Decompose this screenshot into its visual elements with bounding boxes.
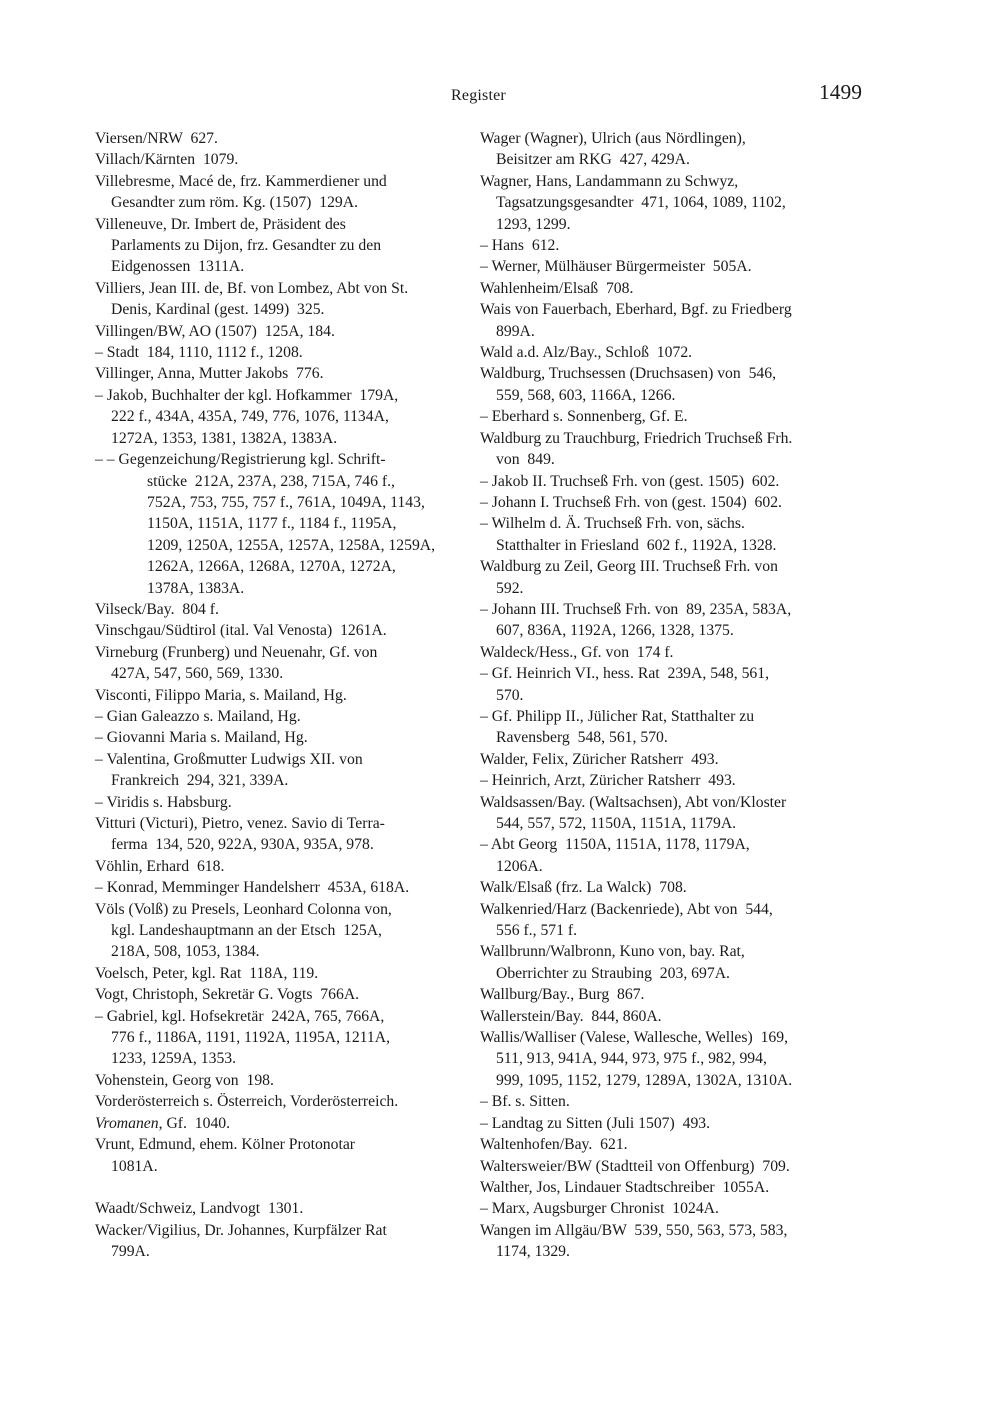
entry-line: – Gian Galeazzo s. Mailand, Hg. [95,707,301,725]
running-header-title: Register [451,87,506,104]
entry-line: Wais von Fauerbach, Eberhard, Bgf. zu Friedberg [480,301,792,319]
entry-line: stücke 212A, 237A, 238, 715A, 746 f., [147,472,395,490]
index-entry [480,834,862,877]
entry-line: 218A, 508, 1053, 1384. [111,943,260,961]
entry-line: 1272A, 1353, 1381, 1382A, 1383A. [111,429,338,447]
entry-line: – Abt Georg 1150A, 1151A, 1178, 1179A, [480,836,750,854]
entry-line: Wallburg/Bay., Burg 867. [480,986,645,1004]
index-entry [480,749,862,770]
index-entry [480,406,862,427]
entry-line: Waltenhofen/Bay. 621. [480,1136,628,1154]
entry-line: – Stadt 184, 1110, 1112 f., 1208. [95,344,303,362]
entry-line: Waldburg, Truchsessen (Druchsasen) von 546, [480,365,777,383]
entry-line: Walkenried/Harz (Backenriede), Abt von 544, [480,900,773,918]
index-entry [95,856,461,877]
entry-line: Waldburg zu Trauchburg, Friedrich Truchseß Frh. [480,429,793,447]
entry-line: 592. [496,579,524,597]
index-entry [480,770,862,791]
entry-line: Waldburg zu Zeil, Georg III. Truchseß Frh. von [480,558,778,576]
index-entry [480,1027,862,1091]
entry-line: 427A, 547, 560, 569, 1330. [111,665,284,683]
index-entry [480,278,862,299]
index-column-left [95,128,461,1263]
index-entry [480,1198,862,1219]
entry-line: Wald a.d. Alz/Bay., Schloß 1072. [480,344,693,362]
entry-line: – Jakob, Buchhalter der kgl. Hofkammer 179A, [95,386,399,404]
entry-line: Ravensberg 548, 561, 570. [496,729,668,747]
index-entry [480,299,862,342]
entry-line: Vitturi (Victuri), Pietro, venez. Savio di Terra- [95,815,385,832]
entry-line: Parlaments zu Dijon, frz. Gesandter zu den [111,237,382,255]
entry-line: Vorderösterreich s. Österreich, Vorderösterreich. [95,1093,399,1111]
entry-line: Viersen/NRW 627. [95,130,218,147]
index-entry [95,128,461,149]
entry-line: Vilseck/Bay. 804 f. [95,600,219,618]
index-entry [95,1220,461,1263]
index-entry [480,556,862,599]
index-entry [480,128,862,171]
index-entry [95,877,461,898]
entry-text: , Gf. 1040. [158,1114,231,1132]
index-entry [480,1113,862,1134]
entry-line: Vogt, Christoph, Sekretär G. Vogts 766A. [95,986,360,1004]
index-entry [480,877,862,898]
index-entry [95,342,461,363]
entry-line: 1174, 1329. [496,1243,570,1261]
index-entry [95,792,461,813]
entry-lemma-italic: Vromanen [95,1114,159,1132]
entry-line: – Johann III. Truchseß Frh. von 89, 235A, 583A, [480,600,792,618]
entry-line: 1206A. [496,857,543,875]
entry-line: Walk/Elsaß (frz. La Walck) 708. [480,879,687,897]
index-entry [95,685,461,706]
index-entry [480,342,862,363]
entry-line: Tagsatzungsgesandter 471, 1064, 1089, 1102, [496,194,786,212]
entry-line: – Gabriel, kgl. Hofsekretär 242A, 765, 766A, [95,1007,385,1025]
entry-line: Eidgenossen 1311A. [111,258,245,276]
index-column-right [480,128,862,1263]
entry-line: Wager (Wagner), Ulrich (aus Nördlingen), [480,130,746,147]
index-entry [95,1198,461,1219]
index-entry [480,642,862,663]
index-entry [480,941,862,984]
index-entry [95,171,461,214]
index-entry [95,1134,461,1177]
entry-line: Vrunt, Edmund, ehem. Kölner Protonotar [95,1136,356,1154]
index-entry [95,1091,461,1112]
page-number: 1499 [819,80,862,104]
index-entry [480,428,862,471]
entry-line: – Gf. Philipp II., Jülicher Rat, Statthalter zu [480,707,755,725]
index-entry [95,749,461,792]
entry-line: Vohenstein, Georg von 198. [95,1071,274,1089]
index-entry [95,385,461,449]
index-entry [95,813,461,856]
index-entry [95,620,461,641]
index-entry [95,149,461,170]
entry-line: Vinschgau/Südtirol (ital. Val Venosta) 1261A. [95,622,387,640]
index-entry [95,363,461,384]
entry-line: Villiers, Jean III. de, Bf. von Lombez, Abt von St. [95,279,409,297]
index-entry [95,706,461,727]
entry-line: 1378A, 1383A. [147,579,245,597]
entry-line: Voelsch, Peter, kgl. Rat 118A, 119. [95,964,319,982]
entry-line: – Landtag zu Sitten (Juli 1507) 493. [480,1114,711,1132]
entry-line: 511, 913, 941A, 944, 973, 975 f., 982, 994, [496,1050,767,1068]
entry-line: – Werner, Mülhäuser Bürgermeister 505A. [480,258,752,276]
entry-line: – – Gegenzeichung/Registrierung kgl. Schrift- [95,451,386,469]
index-entry [480,792,862,835]
index-entry [95,899,461,963]
entry-line: Wagner, Hans, Landammann zu Schwyz, [480,172,739,190]
entry-line: Waldsassen/Bay. (Waltsachsen), Abt von/Kloster [480,793,787,811]
entry-line: – Jakob II. Truchseß Frh. von (gest. 1505) 602. [480,472,780,490]
entry-line: Villeneuve, Dr. Imbert de, Präsident des [95,215,346,233]
index-entry [480,363,862,406]
entry-line: 1293, 1299. [496,215,571,233]
index-entry [480,1134,862,1155]
entry-line: – Heinrich, Arzt, Züricher Ratsherr 493. [480,772,736,790]
entry-line: – Hans 612. [480,237,560,255]
entry-line: Waadt/Schweiz, Landvogt 1301. [95,1200,304,1218]
entry-line: 799A. [111,1243,150,1261]
entry-line: Villach/Kärnten 1079. [95,151,239,169]
index-entry [95,963,461,984]
entry-line: Virneburg (Frunberg) und Neuenahr, Gf. von [95,643,378,661]
index-entry [480,1220,862,1263]
entry-line: 570. [496,686,524,704]
index-entry [480,1091,862,1112]
index-entry [95,1070,461,1091]
entry-line: Villinger, Anna, Mutter Jakobs 776. [95,365,324,383]
index-entry [95,599,461,620]
index-entry [480,1177,862,1198]
entry-line: 999, 1095, 1152, 1279, 1289A, 1302A, 1310A. [496,1071,793,1089]
entry-line: – Bf. s. Sitten. [480,1093,570,1111]
index-entry [95,984,461,1005]
entry-line: – Gf. Heinrich VI., hess. Rat 239A, 548, 561, [480,665,770,683]
page-header [95,80,862,110]
index-entry [95,1113,461,1134]
entry-line: Wallbrunn/Walbronn, Kuno von, bay. Rat, [480,943,745,961]
entry-line: – Giovanni Maria s. Mailand, Hg. [95,729,308,747]
entry-line: Beisitzer am RKG 427, 429A. [496,151,690,169]
entry-line: 1233, 1259A, 1353. [111,1050,237,1068]
entry-line: Waltersweier/BW (Stadtteil von Offenburg) 709. [480,1157,790,1175]
entry-line: Waldeck/Hess., Gf. von 174 f. [480,643,674,661]
entry-line: Völs (Volß) zu Presels, Leonhard Colonna von, [95,900,392,918]
entry-line: ferma 134, 520, 922A, 930A, 935A, 978. [111,836,374,854]
entry-line: 752A, 753, 755, 757 f., 761A, 1049A, 1143, [147,493,425,511]
entry-line: Wahlenheim/Elsaß 708. [480,279,634,297]
entry-line: Vöhlin, Erhard 618. [95,857,225,875]
index-entry [480,1006,862,1027]
entry-line: 899A. [496,322,535,340]
entry-line: Gesandter zum röm. Kg. (1507) 129A. [111,194,359,212]
entry-line: Wallerstein/Bay. 844, 860A. [480,1007,662,1025]
entry-line: 556 f., 571 f. [496,922,578,940]
index-entry [95,278,461,321]
entry-line: 1150A, 1151A, 1177 f., 1184 f., 1195A, [147,515,397,533]
index-columns [95,128,862,1263]
entry-line: – Marx, Augsburger Chronist 1024A. [480,1200,719,1218]
index-entry [480,1156,862,1177]
entry-line: 1209, 1250A, 1255A, 1257A, 1258A, 1259A, [147,536,436,554]
index-entry [480,492,862,513]
entry-line: Oberrichter zu Straubing 203, 697A. [496,964,730,982]
entry-line: Wallis/Walliser (Valese, Wallesche, Welles) 169, [480,1029,789,1047]
index-entry [480,663,862,706]
entry-line: von 849. [496,451,555,469]
index-entry [480,984,862,1005]
entry-line: Frankreich 294, 321, 339A. [111,772,289,790]
entry-line: Denis, Kardinal (gest. 1499) 325. [111,301,325,319]
index-entry [95,642,461,685]
entry-line: Villingen/BW, AO (1507) 125A, 184. [95,322,335,340]
index-entry [95,1006,461,1070]
index-entry [480,513,862,556]
entry-line: Walder, Felix, Züricher Ratsherr 493. [480,750,719,768]
entry-line: – Viridis s. Habsburg. [95,793,232,811]
index-entry [95,449,461,599]
entry-line: 222 f., 434A, 435A, 749, 776, 1076, 1134A, [111,408,389,426]
index-entry [480,256,862,277]
index-entry [480,235,862,256]
entry-line [95,1113,461,1134]
entry-line: Walther, Jos, Lindauer Stadtschreiber 1055A. [480,1178,770,1196]
entry-line: 559, 568, 603, 1166A, 1266. [496,386,676,404]
entry-line: Wangen im Allgäu/BW 539, 550, 563, 573, 583, [480,1221,788,1239]
index-entry [480,171,862,235]
index-entry [95,321,461,342]
index-entry [480,706,862,749]
entry-line: 776 f., 1186A, 1191, 1192A, 1195A, 1211A, [111,1029,391,1047]
entry-line: 1262A, 1266A, 1268A, 1270A, 1272A, [147,558,396,576]
entry-line: – Konrad, Memminger Handelsherr 453A, 618A. [95,879,410,897]
index-entry [480,599,862,642]
entry-line: Wacker/Vigilius, Dr. Johannes, Kurpfälzer Rat [95,1221,387,1239]
entry-line: – Eberhard s. Sonnenberg, Gf. E. [480,408,688,426]
page-content [95,80,862,1263]
entry-line: – Johann I. Truchseß Frh. von (gest. 1504) 602. [480,493,782,511]
index-entry [95,214,461,278]
entry-line: kgl. Landeshauptmann an der Etsch 125A, [111,922,382,940]
entry-line: Villebresme, Macé de, frz. Kammerdiener und [95,172,387,190]
entry-line: Statthalter in Friesland 602 f., 1192A, 1328. [496,536,777,554]
entry-line: – Valentina, Großmutter Ludwigs XII. von [95,750,363,768]
index-entry [480,471,862,492]
index-entry [95,727,461,748]
entry-line: – Wilhelm d. Ä. Truchseß Frh. von, sächs. [480,515,745,533]
entry-line: 544, 557, 572, 1150A, 1151A, 1179A. [496,815,737,832]
index-entry [480,899,862,942]
entry-line: Visconti, Filippo Maria, s. Mailand, Hg. [95,686,347,704]
entry-line: 607, 836A, 1192A, 1266, 1328, 1375. [496,622,734,640]
entry-line: 1081A. [111,1157,158,1175]
